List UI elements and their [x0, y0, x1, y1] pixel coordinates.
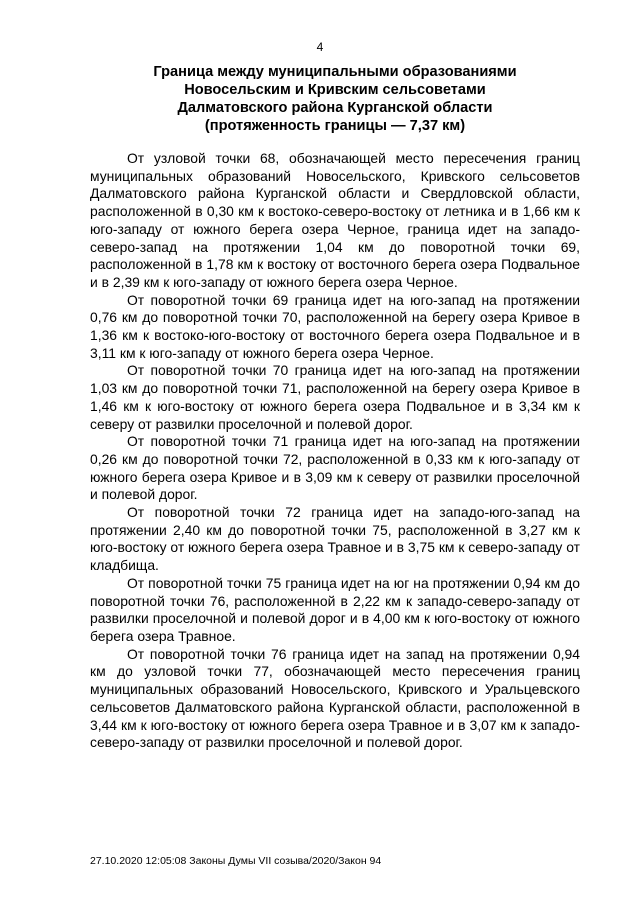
paragraph: От поворотной точки 76 граница идет на запад на протяжении 0,94 км до узловой точки 77, обозначающей место пересечения границ муниципальных образований Новосельского, Кривского и Уральцевского сельсоветов Далматовского района Курганской области, расположенной в 3,44 км к юго-востоку от южного берега озера Травное и в 3,07 км к западо-северо-западу от развилки проселочной и полевой дорог. [90, 645, 580, 751]
document-title [90, 63, 580, 135]
title-line: Далматовского района Курганской области [177, 100, 493, 116]
paragraph: От поворотной точки 70 граница идет на юго-запад на протяжении 1,03 км до поворотной точки 71, расположенной на берегу озера Кривое в 1,46 км к юго-востоку от южного берега озера Подвальное и в 3,34 км к северу от развилки проселочной и полевой дорог. [90, 362, 580, 432]
document-body [90, 150, 580, 752]
paragraph: От узловой точки 68, обозначающей место пересечения границ муниципальных образований Новосельского, Кривского сельсоветов Далматовского района Курганской области и Свердловской области, расположенной в 0,30 км к востоко-северо-востоку от летника и в 1,66 км к юго-западу от южного берега озера Черное, граница идет на западо-северо-запад на протяжении 1,04 км до поворотной точки 69, расположенной в 1,78 км к востоку от восточного берега озера Подвальное и в 2,39 км к юго-западу от южного берега озера Черное. [90, 150, 580, 290]
paragraph: От поворотной точки 69 граница идет на юго-запад на протяжении 0,76 км до поворотной точки 70, расположенной на берегу озера Кривое в 1,36 км к востоко-юго-востоку от восточного берега озера Подвальное и в 3,11 км к юго-западу от южного берега озера Черное. [90, 291, 580, 361]
title-line: Новосельским и Кривским сельсоветами [184, 82, 486, 98]
paragraph: От поворотной точки 72 граница идет на западо-юго-запад на протяжении 2,40 км до поворотной точки 75, расположенной в 3,27 км к юго-востоку от южного берега озера Травное и в 3,75 км к северо-западу от кладбища. [90, 504, 580, 574]
paragraph: От поворотной точки 75 граница идет на юг на протяжении 0,94 км до поворотной точки 76, расположенной в 2,22 км к западо-северо-западу от развилки проселочной и полевой дорог и в 4,00 км к юго-востоку от южного берега озера Травное. [90, 574, 580, 644]
page-number: 4 [316, 40, 324, 54]
paragraph: От поворотной точки 71 граница идет на юго-запад на протяжении 0,26 км до поворотной точки 72, расположенной в 0,33 км к юго-западу от южного берега озера Кривое и в 3,09 км к северу от развилки проселочной и полевой дорог. [90, 433, 580, 503]
page-footer: 27.10.2020 12:05:08 Законы Думы VII созыва/2020/Закон 94 [90, 855, 382, 867]
title-line: Граница между муниципальными образованиями [153, 64, 517, 80]
title-line: (протяженность границы — 7,37 км) [204, 118, 466, 134]
